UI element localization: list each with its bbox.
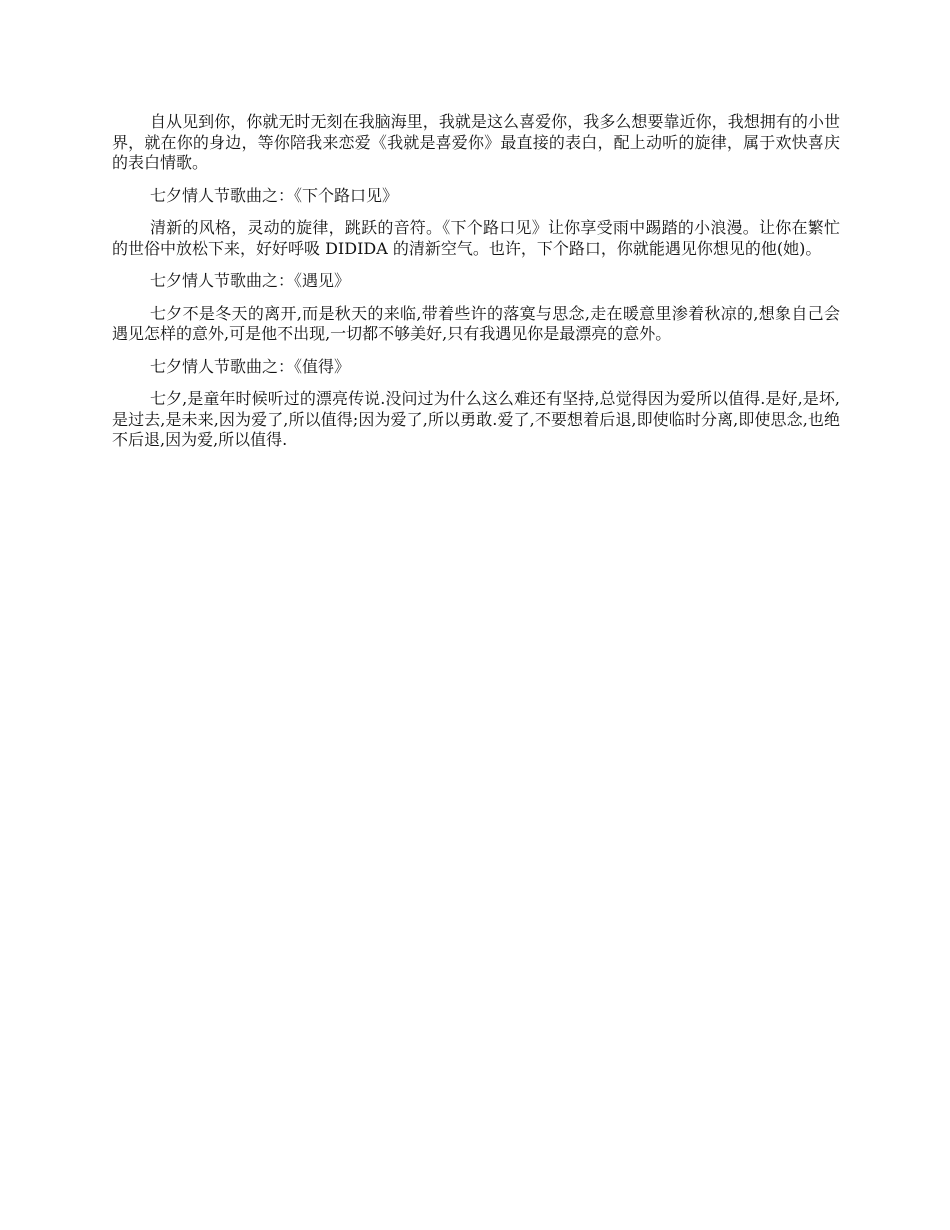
heading-song-next-corner: 七夕情人节歌曲之：《下个路口见》 xyxy=(150,185,399,205)
paragraph-song-worth-it: 七夕,是童年时候听过的漂亮传说.没问过为什么这么难还有坚持,总觉得因为爱所以值得.是好,是坏,是过去,是未来,因为爱了,所以值得;因为爱了,所以勇敢.爱了,不要想着后退,即使临时分离,即使思念,也绝不后退,因为爱,所以值得. xyxy=(112,389,840,449)
document-page xyxy=(112,112,840,463)
heading-song-worth-it: 七夕情人节歌曲之：《值得》 xyxy=(150,356,351,376)
paragraph-intro: 自从见到你，你就无时无刻在我脑海里，我就是这么喜爱你，我多么想要靠近你，我想拥有的小世界，就在你的身边，等你陪我来恋爱《我就是喜爱你》最直接的表白，配上动听的旋律，属于欢快喜庆的表白情歌。 xyxy=(112,112,840,172)
paragraph-song-next-corner: 清新的风格，灵动的旋律，跳跃的音符。《下个路口见》让你享受雨中踢踏的小浪漫。让你在繁忙的世俗中放松下来，好好呼吸 DIDIDA 的清新空气。也许，下个路口，你就能遇见你想见的他(她)。 xyxy=(112,218,840,258)
heading-song-encounter: 七夕情人节歌曲之：《遇见》 xyxy=(150,271,351,290)
paragraph-song-encounter: 七夕不是冬天的离开,而是秋天的来临,带着些许的落寞与思念,走在暖意里渗着秋凉的,想象自己会遇见怎样的意外,可是他不出现,一切都不够美好,只有我遇见你是最漂亮的意外。 xyxy=(112,303,840,343)
